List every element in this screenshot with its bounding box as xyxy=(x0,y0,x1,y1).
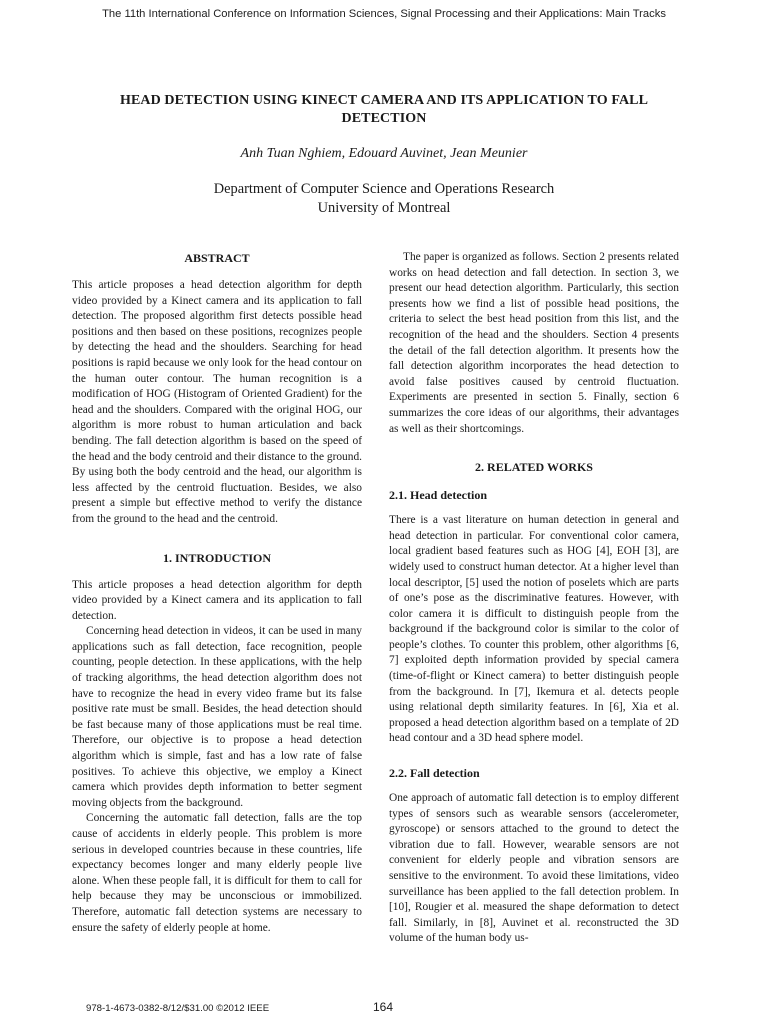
abstract-heading: ABSTRACT xyxy=(184,251,250,265)
head-detection-heading: 2.1. Head detection xyxy=(389,488,487,503)
authors: Anh Tuan Nghiem, Edouard Auvinet, Jean Meunier xyxy=(240,146,528,161)
fall-detection-heading: 2.2. Fall detection xyxy=(389,766,480,781)
intro-paragraph-2: Concerning head detection in videos, it can be used in many applications such as fall detection, face recognition, people counting, people detection. In these applications, with the help of tracking algorithms, the head detection algorithm does not have to recognize the head in every video frame but its false positive rate must be small. Besides, the head detection should be fast because many of those applications must be real time. Therefore, our objective is to propose a head detection algorithm which is simple, fast and has a low rate of false positives. To achieve this objective, we employ a Kinect camera which provides depth information to better segment moving objects from the background. xyxy=(72,625,362,809)
copyright-isbn: 978-1-4673-0382-8/12/$31.00 ©2012 IEEE xyxy=(86,1003,270,1014)
organization-paragraph: The paper is organized as follows. Section 2 presents related works on head detection and fall detection. In section 3, we present our head detection algorithm. Particularly, this section presents how we find a list of possible head positions, the criteria to select the best head position from this list, and the recognition of the head and the shoulders. Section 4 presents the detail of the fall detection algorithm. It presents how the fall detection algorithm incorporates the head detection to avoid false positives caused by centroid fluctuation. Experiments are presented in section 5. Finally, section 6 summarizes the core ideas of our algorithms, their advantages as well as their shortcomings. xyxy=(389,251,679,435)
right-column xyxy=(389,250,679,947)
paper-title: HEAD DETECTION USING KINECT CAMERA AND ITS APPLICATION TO FALL DETECTION xyxy=(119,93,649,126)
intro-paragraph-3: Concerning the automatic fall detection, falls are the top cause of accidents in elderly people. This problem is more serious in developed countries because in these countries, life expectancy becomes longer and many elderly people live alone. When these people fall, it is difficult for them to call for help because they may be unconscious or immobilized. Therefore, automatic fall detection systems are necessary to ensure the safety of elderly people at home. xyxy=(72,812,362,934)
affiliation-department: Department of Computer Science and Operations Research xyxy=(213,181,555,197)
affiliation xyxy=(0,180,768,218)
related-works-heading: 2. RELATED WORKS xyxy=(475,460,593,475)
affiliation-university: University of Montreal xyxy=(317,200,451,216)
head-detection-text: There is a vast literature on human detection in general and head detection in particular. For conventional color camera, local gradient based features such as HOG [4], EOH [3], are widely used to construct human detector. At a higher level than local descriptor, [5] used the notion of poselets which are parts of one’s pose as the discriminative features. However, with color camera it is difficult to distinguish people from the background if the background color is similar to the color of people’s clothes. To counter this problem, other algorithms [6, 7] exploited depth information provided by special camera (time-of-flight or Kinect camera) to better distinguish people from the background. In [7], Ikemura et al. detects people using relational depth similarity features. In [6], Xia et al. proposed a head detection algorithm based on a template of 2D head contour and a 3D head sphere model. xyxy=(389,514,679,745)
running-header: The 11th International Conference on Information Sciences, Signal Processing and their Applications: Main Tracks xyxy=(102,8,666,20)
abstract-text: This article proposes a head detection algorithm for depth video provided by a Kinect camera and its application to fall detection. The proposed algorithm first detects possible head positions and then based on these positions, recognizes people by detecting the head and the shoulders. Searching for head positions is rapid because we only look for the head contour on the human outer contour. The human recognition is a modification of HOG (Histogram of Oriented Gradient) for the head and the shoulders. Compared with the original HOG, our algorithm is more robust to human articulation and back bending. The fall detection algorithm is based on the speed of the head and the body centroid and their distance to the ground. By using both the body centroid and the head, our algorithm is less affected by the centroid fluctuation. Besides, we also present a simple but effective method to verify the distance from the ground to the head and the centroid. xyxy=(72,279,362,525)
left-column xyxy=(72,250,362,936)
intro-paragraph-1: This article proposes a head detection algorithm for depth video provided by a Kinect camera and its application to fall detection. xyxy=(72,578,362,622)
fall-detection-text: One approach of automatic fall detection is to employ different types of sensors such as wearable sensors (accelerometer, gyroscope) or sensors attached to the ground to detect the vibration due to fall. However, wearable sensors are not convenient for elderly people and vibration sensors are sensitive to the environment. To avoid these limitations, video surveillance has been applied to the fall detection problem. In [10], Rougier et al. measured the shape deformation to detect fall. Similarly, in [8], Auvinet et al. reconstructed the 3D volume of the human body us- xyxy=(389,792,679,945)
page-number: 164 xyxy=(373,1000,394,1014)
introduction-heading: 1. INTRODUCTION xyxy=(162,550,271,565)
